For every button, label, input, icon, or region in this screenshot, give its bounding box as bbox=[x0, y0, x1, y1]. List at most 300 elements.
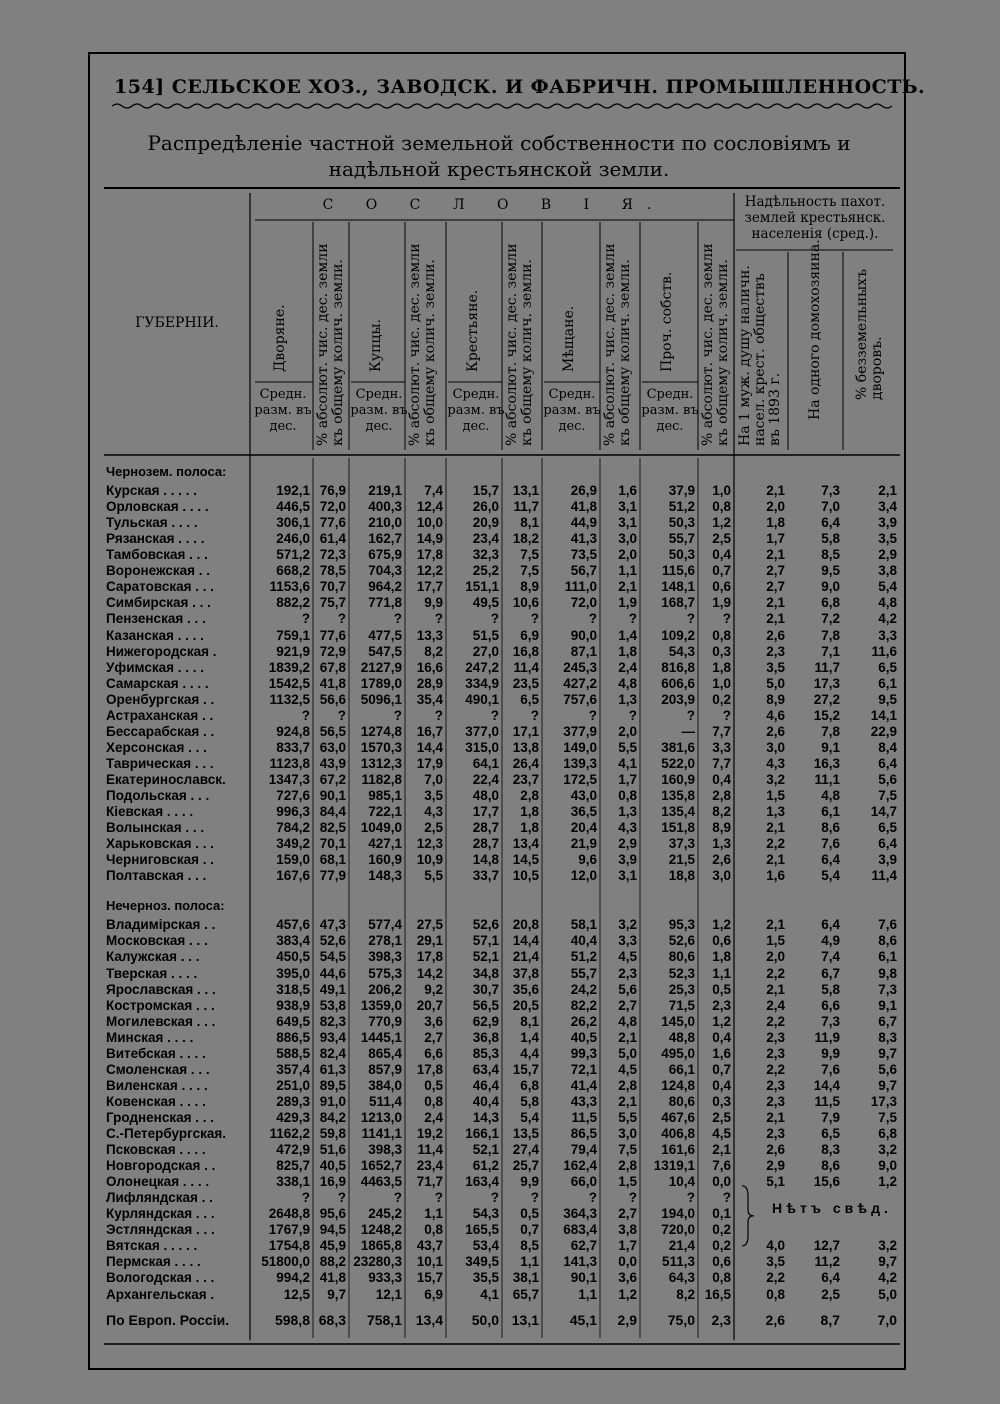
table-cell: 26,0 bbox=[472, 499, 499, 515]
table-cell: 384,0 bbox=[368, 1077, 402, 1093]
table-cell: 3,8 bbox=[878, 563, 897, 579]
table-cell: 0,4 bbox=[712, 1029, 731, 1045]
table-cell: 2,1 bbox=[766, 917, 785, 933]
province-name: Лифляндская . . bbox=[106, 1190, 213, 1206]
table-cell: 56,7 bbox=[570, 563, 597, 579]
province-name: Виленская . . . . bbox=[106, 1077, 208, 1093]
header-avg-size: Средн. разм. въ дес. bbox=[350, 387, 408, 434]
table-cell: 7,5 bbox=[520, 563, 539, 579]
table-cell: 4,5 bbox=[618, 1061, 637, 1077]
table-cell: 6,7 bbox=[878, 1013, 897, 1029]
table-cell: 0,0 bbox=[712, 1174, 731, 1190]
table-cell: 168,7 bbox=[661, 595, 695, 611]
header-per-male-soul: насел. крест. обществъ bbox=[752, 273, 768, 446]
table-cell: 11,5 bbox=[571, 1109, 597, 1125]
table-cell: 10,6 bbox=[512, 595, 539, 611]
table-cell: 203,9 bbox=[661, 691, 695, 707]
table-cell: 5,8 bbox=[821, 531, 840, 547]
table-cell: 349,2 bbox=[276, 836, 310, 852]
table-cell: 338,1 bbox=[276, 1174, 310, 1190]
province-name: Волынская . . . bbox=[106, 820, 205, 836]
province-name: Полтавская . . . bbox=[106, 868, 207, 884]
province-name: Нижегородская . bbox=[106, 643, 217, 659]
table-cell: 727,6 bbox=[276, 788, 310, 803]
table-cell: 9,1 bbox=[821, 739, 840, 755]
totals-cell: 13,4 bbox=[415, 1312, 443, 1328]
table-cell: 7,0 bbox=[821, 499, 840, 515]
header-per-male-soul: На 1 муж. душу наличн. bbox=[737, 265, 753, 446]
table-cell: 8,5 bbox=[520, 1238, 539, 1254]
table-cell: 13,8 bbox=[512, 739, 539, 755]
table-cell: 4,3 bbox=[766, 755, 785, 771]
table-cell: ? bbox=[434, 707, 443, 723]
province-name: Казанская . . . . bbox=[106, 627, 204, 643]
table-cell: 14,4 bbox=[813, 1077, 840, 1093]
table-cell: 3,3 bbox=[712, 739, 731, 755]
province-name: Самарская . . . . bbox=[106, 675, 209, 691]
table-cell: 349,5 bbox=[465, 1254, 499, 1270]
table-cell: 606,6 bbox=[661, 675, 695, 691]
table-cell: 2,1 bbox=[712, 1142, 731, 1158]
table-cell: 2,4 bbox=[424, 1109, 443, 1125]
table-cell: 3,2 bbox=[618, 917, 637, 933]
table-cell: 2,8 bbox=[712, 788, 731, 803]
table-cell: 2,1 bbox=[618, 579, 637, 595]
table-cell: 2,1 bbox=[766, 1109, 785, 1125]
table-cell: 124,8 bbox=[661, 1077, 695, 1093]
table-cell: 56,5 bbox=[472, 997, 499, 1013]
table-cell: 82,4 bbox=[319, 1045, 346, 1061]
table-cell: 7,5 bbox=[878, 1109, 897, 1125]
table-cell: 148,3 bbox=[368, 868, 402, 884]
table-cell: 16,7 bbox=[416, 723, 443, 739]
table-cell: ? bbox=[490, 707, 499, 723]
header-pct-of-total: къ общему колич. земли. bbox=[715, 259, 731, 446]
table-cell: 2,9 bbox=[618, 836, 637, 852]
table-cell: 55,7 bbox=[668, 531, 695, 547]
estates-group-header: С О С Л О В І Я. bbox=[322, 197, 666, 213]
table-cell: 8,4 bbox=[878, 739, 897, 755]
table-cell: ? bbox=[490, 1190, 499, 1206]
table-cell: 149,0 bbox=[563, 739, 597, 755]
table-cell: 11,5 bbox=[814, 1093, 840, 1109]
table-cell: 964,2 bbox=[368, 579, 402, 595]
table-cell: 12,1 bbox=[375, 1286, 402, 1302]
table-cell: 27,0 bbox=[472, 643, 499, 659]
table-cell: 64,3 bbox=[668, 1270, 695, 1286]
province-name: Тульская . . . . bbox=[106, 515, 198, 531]
table-cell: 70,1 bbox=[319, 836, 346, 852]
table-cell: 53,4 bbox=[472, 1238, 499, 1254]
table-cell: 8,1 bbox=[520, 1013, 539, 1029]
table-cell: 3,3 bbox=[618, 933, 637, 949]
table-cell: 1213,0 bbox=[360, 1109, 402, 1125]
table-cell: 0,5 bbox=[520, 1206, 539, 1222]
table-cell: 5,6 bbox=[618, 981, 637, 997]
table-cell: 7,6 bbox=[821, 1061, 840, 1077]
table-cell: 0,3 bbox=[712, 643, 731, 659]
table-cell: 23,7 bbox=[512, 771, 539, 787]
table-cell: 6,5 bbox=[878, 659, 897, 675]
table-cell: 4,9 bbox=[821, 933, 840, 949]
table-cell: 2648,8 bbox=[268, 1206, 310, 1222]
table-cell: 160,9 bbox=[661, 771, 695, 787]
table-cell: 10,4 bbox=[668, 1174, 695, 1190]
table-cell: 0,4 bbox=[712, 771, 731, 787]
table-cell: 3,0 bbox=[618, 1126, 637, 1141]
table-cell: 457,6 bbox=[276, 917, 310, 933]
table-cell: 11,7 bbox=[814, 659, 840, 675]
table-cell: 7,5 bbox=[878, 788, 897, 803]
table-cell: 5,0 bbox=[618, 1045, 637, 1061]
table-cell: 0,7 bbox=[712, 1061, 731, 1077]
table-cell: 4,5 bbox=[712, 1126, 731, 1141]
table-cell: 82,5 bbox=[319, 820, 346, 836]
table-cell: 43,3 bbox=[570, 1093, 597, 1109]
table-cell: 9,2 bbox=[424, 981, 443, 997]
table-cell: 2,0 bbox=[766, 949, 785, 965]
table-cell: 1182,8 bbox=[361, 771, 402, 787]
province-name: Подольская . . . bbox=[106, 788, 210, 803]
table-cell: 79,4 bbox=[570, 1142, 597, 1158]
table-cell: 1,7 bbox=[766, 531, 785, 547]
totals-cell: 598,8 bbox=[274, 1312, 310, 1328]
table-cell: ? bbox=[490, 611, 499, 627]
table-cell: 6,9 bbox=[424, 1286, 443, 1302]
table-cell: 162,7 bbox=[368, 531, 402, 547]
province-name: Владимірская . . bbox=[106, 917, 216, 933]
province-name: Кіевская . . . . bbox=[106, 804, 194, 820]
table-cell: 90,0 bbox=[570, 627, 597, 643]
table-cell: 306,1 bbox=[276, 515, 310, 531]
table-cell: 36,5 bbox=[570, 804, 597, 820]
table-cell: 109,2 bbox=[661, 627, 695, 643]
table-cell: 2,3 bbox=[766, 643, 785, 659]
table-cell: 2,8 bbox=[618, 1077, 637, 1093]
table-cell: 61,2 bbox=[472, 1158, 499, 1174]
table-cell: 318,5 bbox=[276, 981, 310, 997]
table-cell: 704,3 bbox=[368, 563, 402, 579]
table-cell: 10,5 bbox=[512, 868, 539, 884]
table-cell: 4,0 bbox=[766, 1238, 785, 1254]
table-cell: 210,0 bbox=[368, 515, 402, 531]
table-cell: 0,4 bbox=[712, 1077, 731, 1093]
table-cell: 17,3 bbox=[870, 1093, 897, 1109]
table-cell: 1312,3 bbox=[360, 755, 402, 771]
table-cell: 16,6 bbox=[416, 659, 443, 675]
header-pct-of-total: къ общему колич. земли. bbox=[617, 259, 633, 446]
table-cell: 14,8 bbox=[472, 852, 499, 868]
table-cell: 41,8 bbox=[319, 675, 346, 691]
table-cell: ? bbox=[628, 707, 637, 723]
table-cell: 1,2 bbox=[712, 515, 731, 531]
table-cell: 16,5 bbox=[704, 1286, 731, 1302]
table-cell: 18,2 bbox=[512, 531, 539, 547]
table-cell: 6,8 bbox=[821, 595, 840, 611]
table-cell: 22,9 bbox=[870, 723, 897, 739]
table-cell: 20,4 bbox=[570, 820, 597, 836]
table-cell: 91,0 bbox=[319, 1093, 346, 1109]
table-cell: 0,4 bbox=[712, 547, 731, 563]
table-cell: 54,5 bbox=[319, 949, 346, 965]
table-cell: 6,5 bbox=[821, 1126, 840, 1141]
table-cell: 490,1 bbox=[465, 691, 499, 707]
table-cell: ? bbox=[301, 611, 310, 627]
table-cell: 25,2 bbox=[472, 563, 499, 579]
table-cell: 8,6 bbox=[821, 820, 840, 836]
table-cell: 28,9 bbox=[416, 675, 443, 691]
table-cell: 40,4 bbox=[570, 933, 597, 949]
table-cell: 0,8 bbox=[424, 1093, 443, 1109]
table-cell: 15,2 bbox=[813, 707, 840, 723]
table-cell: 0,6 bbox=[712, 933, 731, 949]
province-name: Ковенская . . . . bbox=[106, 1093, 206, 1109]
table-cell: ? bbox=[530, 707, 539, 723]
table-cell: 14,2 bbox=[416, 965, 443, 981]
table-cell: 56,5 bbox=[319, 723, 346, 739]
table-cell: 0,1 bbox=[712, 1206, 731, 1222]
table-cell: 41,4 bbox=[570, 1077, 597, 1093]
page-number: 154] bbox=[114, 76, 165, 98]
table-cell: 4,4 bbox=[520, 1045, 539, 1061]
table-cell: 66,1 bbox=[668, 1061, 695, 1077]
table-cell: 160,9 bbox=[368, 852, 402, 868]
table-cell: 26,4 bbox=[512, 755, 539, 771]
table-cell: 1,6 bbox=[766, 868, 785, 884]
table-cell: 3,9 bbox=[618, 852, 637, 868]
table-cell: 66,0 bbox=[570, 1174, 597, 1190]
brace bbox=[742, 1186, 754, 1246]
table-cell: 8,9 bbox=[712, 820, 731, 836]
table-cell: 28,7 bbox=[472, 836, 499, 852]
table-cell: 6,1 bbox=[878, 949, 897, 965]
table-cell: 7,1 bbox=[821, 643, 840, 659]
table-cell: 2,8 bbox=[618, 1158, 637, 1174]
table-cell: 61,3 bbox=[319, 1061, 346, 1077]
table-cell: 9,6 bbox=[578, 852, 597, 868]
table-cell: 315,0 bbox=[465, 739, 499, 755]
table-cell: 5,5 bbox=[618, 739, 637, 755]
table-cell: 11,4 bbox=[417, 1142, 443, 1158]
table-cell: 2,0 bbox=[618, 723, 637, 739]
table-cell: 0,8 bbox=[766, 1286, 785, 1302]
table-cell: 25,3 bbox=[668, 981, 695, 997]
table-cell: 58,1 bbox=[570, 917, 597, 933]
table-cell: 44,6 bbox=[319, 965, 346, 981]
table-cell: 2,3 bbox=[766, 1077, 785, 1093]
header-pct-of-total: % абсолют. чис. дес. земли bbox=[407, 243, 423, 446]
table-cell: 675,9 bbox=[368, 547, 402, 563]
table-cell: 219,1 bbox=[368, 483, 402, 499]
table-cell: 377,9 bbox=[563, 723, 597, 739]
table-cell: 14,3 bbox=[472, 1109, 499, 1125]
table-cell: 6,5 bbox=[520, 691, 539, 707]
table-cell: 7,7 bbox=[712, 755, 731, 771]
table-cell: 3,9 bbox=[878, 852, 897, 868]
table-cell: 82,2 bbox=[570, 997, 597, 1013]
table-cell: 16,8 bbox=[512, 643, 539, 659]
table-cell: 3,1 bbox=[618, 499, 637, 515]
table-cell: 9,9 bbox=[424, 595, 443, 611]
table-cell: 5,0 bbox=[766, 675, 785, 691]
table-cell: 398,3 bbox=[368, 1142, 402, 1158]
table-cell: 5,6 bbox=[878, 771, 897, 787]
table-cell: 17,8 bbox=[416, 949, 443, 965]
header-landless-pct: % безземельныхъ bbox=[854, 269, 870, 400]
table-cell: 99,3 bbox=[570, 1045, 597, 1061]
table-cell: 72,0 bbox=[570, 595, 597, 611]
table-cell: 8,6 bbox=[878, 933, 897, 949]
header-avg-size: Средн. разм. въ дес. bbox=[543, 387, 601, 434]
table-cell: 72,3 bbox=[319, 547, 346, 563]
table-cell: 3,5 bbox=[766, 659, 785, 675]
table-cell: 1,3 bbox=[618, 691, 637, 707]
header-pct-of-total: къ общему колич. земли. bbox=[330, 259, 346, 446]
table-cell: 9,0 bbox=[878, 1158, 897, 1174]
table-cell: 4,8 bbox=[821, 788, 840, 803]
table-cell: 48,8 bbox=[668, 1029, 695, 1045]
province-name: С.-Петербургская. bbox=[106, 1126, 226, 1141]
table-cell: 0,2 bbox=[712, 691, 731, 707]
table-cell: 4,2 bbox=[878, 611, 897, 627]
table-cell: 166,1 bbox=[465, 1126, 499, 1141]
table-cell: 41,8 bbox=[570, 499, 597, 515]
table-cell: 24,2 bbox=[570, 981, 597, 997]
table-cell: 2,1 bbox=[766, 483, 785, 499]
table-cell: 2,5 bbox=[712, 1109, 731, 1125]
table-cell: 2,0 bbox=[618, 547, 637, 563]
table-cell: 472,9 bbox=[276, 1142, 310, 1158]
table-cell: 17,8 bbox=[416, 547, 443, 563]
table-cell: 2,6 bbox=[766, 1142, 785, 1158]
table-cell: 1,1 bbox=[712, 965, 731, 981]
table-cell: 115,6 bbox=[661, 563, 695, 579]
table-cell: 0,8 bbox=[712, 499, 731, 515]
table-cell: 44,9 bbox=[570, 515, 597, 531]
header-other: Проч. собств. bbox=[659, 271, 675, 372]
table-cell: 161,6 bbox=[661, 1142, 695, 1158]
table-cell: 9,1 bbox=[878, 997, 897, 1013]
table-cell: 3,2 bbox=[878, 1142, 897, 1158]
table-cell: 21,9 bbox=[570, 836, 597, 852]
table-cell: 6,8 bbox=[520, 1077, 539, 1093]
table-cell: ? bbox=[530, 611, 539, 627]
table-cell: 784,2 bbox=[276, 820, 310, 836]
table-cell: ? bbox=[530, 1190, 539, 1206]
table-cell: 29,1 bbox=[416, 933, 443, 949]
table-cell: 2,3 bbox=[766, 1029, 785, 1045]
table-cell: 0,7 bbox=[520, 1222, 539, 1238]
table-cell: 71,5 bbox=[668, 997, 695, 1013]
table-cell: 11,4 bbox=[513, 659, 539, 675]
table-cell: 4,1 bbox=[480, 1286, 499, 1302]
table-cell: 1,8 bbox=[766, 515, 785, 531]
table-cell: 446,5 bbox=[276, 499, 310, 515]
table-cell: 2,1 bbox=[766, 595, 785, 611]
table-cell: 1,1 bbox=[424, 1206, 443, 1222]
table-cell: 3,1 bbox=[618, 515, 637, 531]
table-cell: 52,6 bbox=[319, 933, 346, 949]
table-cell: 3,2 bbox=[878, 1238, 897, 1254]
table-cell: 4,8 bbox=[878, 595, 897, 611]
province-name: Минская . . . . bbox=[106, 1029, 194, 1045]
totals-cell: 758,1 bbox=[366, 1312, 402, 1328]
table-cell: 11,9 bbox=[814, 1029, 840, 1045]
table-cell: 2,4 bbox=[766, 997, 785, 1013]
table-cell: 6,5 bbox=[878, 820, 897, 836]
table-cell: 8,9 bbox=[520, 579, 539, 595]
table-cell: 1767,9 bbox=[268, 1222, 310, 1238]
table-cell: 2,7 bbox=[424, 1029, 443, 1045]
table-cell: 4,3 bbox=[424, 804, 443, 820]
table-cell: 34,8 bbox=[472, 965, 499, 981]
table-cell: 20,7 bbox=[416, 997, 443, 1013]
table-cell: 28,7 bbox=[472, 820, 499, 836]
table-cell: 43,9 bbox=[319, 755, 346, 771]
table-cell: 5,8 bbox=[821, 981, 840, 997]
table-cell: 73,5 bbox=[570, 547, 597, 563]
table-cell: 148,1 bbox=[661, 579, 695, 595]
table-cell: 1248,2 bbox=[360, 1222, 402, 1238]
table-cell: 172,5 bbox=[563, 771, 597, 787]
table-cell: 3,0 bbox=[766, 739, 785, 755]
table-cell: 9,7 bbox=[878, 1254, 897, 1270]
header-avg-size: Средн. разм. въ дес. bbox=[254, 387, 312, 434]
table-cell: 135,8 bbox=[661, 788, 695, 803]
table-cell: 51,2 bbox=[668, 499, 695, 515]
table-cell: 5,4 bbox=[821, 868, 840, 884]
table-cell: 668,2 bbox=[276, 563, 310, 579]
table-cell: 86,5 bbox=[570, 1126, 597, 1141]
table-cell: 11,4 bbox=[871, 868, 897, 884]
table-cell: 9,7 bbox=[327, 1286, 346, 1302]
table-cell: 35,4 bbox=[416, 691, 443, 707]
table-cell: 722,1 bbox=[368, 804, 402, 820]
table-cell: 0,6 bbox=[712, 1254, 731, 1270]
province-name: Уфимская . . . . bbox=[106, 659, 204, 675]
table-cell: 2,6 bbox=[712, 852, 731, 868]
table-cell: 3,8 bbox=[618, 1222, 637, 1238]
table-cell: 26,2 bbox=[570, 1013, 597, 1029]
table-cell: 1274,8 bbox=[360, 723, 402, 739]
table-cell: 30,7 bbox=[472, 981, 499, 997]
table-cell: 1789,0 bbox=[360, 675, 402, 691]
table-cell: ? bbox=[301, 707, 310, 723]
table-cell: 1,4 bbox=[618, 627, 637, 643]
table-cell: 522,0 bbox=[661, 755, 695, 771]
table-cell: 12,3 bbox=[416, 836, 443, 852]
table-cell: 0,6 bbox=[712, 579, 731, 595]
table-cell: 467,6 bbox=[661, 1109, 695, 1125]
table-cell: 71,7 bbox=[416, 1174, 443, 1190]
table-cell: 0,2 bbox=[712, 1222, 731, 1238]
table-cell: 3,6 bbox=[424, 1013, 443, 1029]
province-name: Могилевская . . . bbox=[106, 1013, 216, 1029]
table-cell: 14,1 bbox=[870, 707, 897, 723]
section-heading: Чернозем. полоса: bbox=[106, 464, 227, 479]
table-cell: ? bbox=[337, 707, 346, 723]
table-cell: 14,5 bbox=[512, 852, 539, 868]
table-cell: 0,8 bbox=[712, 1270, 731, 1286]
table-cell: 357,4 bbox=[276, 1061, 310, 1077]
header-avg-size: Средн. разм. въ дес. bbox=[641, 387, 699, 434]
province-name: Калужская . . . bbox=[106, 949, 200, 965]
table-cell: 5,6 bbox=[878, 1061, 897, 1077]
table-cell: 32,3 bbox=[472, 547, 499, 563]
table-cell: 1754,8 bbox=[268, 1238, 310, 1254]
table-cell: 87,1 bbox=[570, 643, 597, 659]
table-cell: 40,4 bbox=[472, 1093, 499, 1109]
